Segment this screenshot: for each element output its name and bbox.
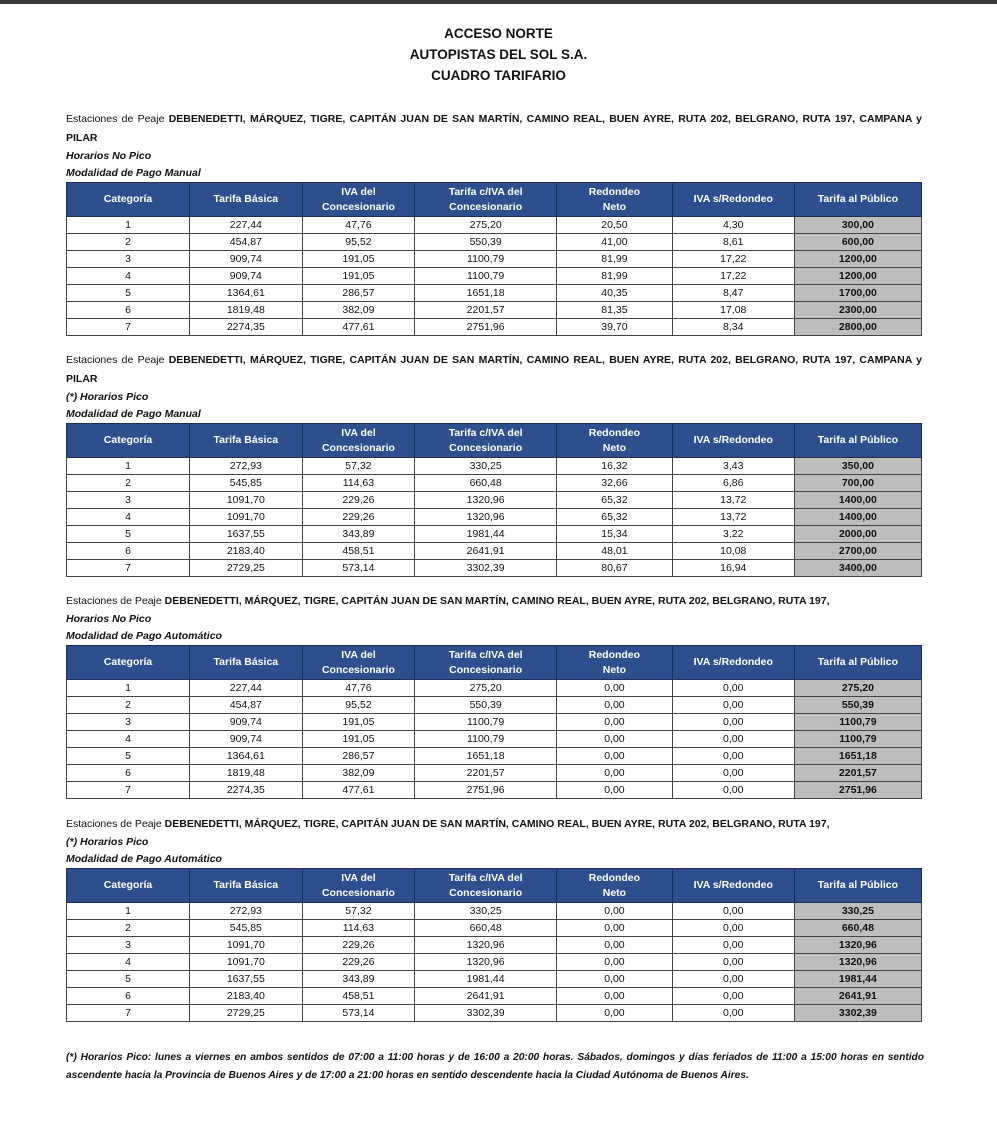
table-cell: 0,00 — [672, 714, 794, 731]
table-cell: 7 — [67, 782, 190, 799]
table-cell: 57,32 — [302, 458, 415, 475]
table-cell: 65,32 — [557, 509, 673, 526]
column-header: Tarifa Básica — [190, 646, 303, 680]
table-cell: 1091,70 — [190, 937, 303, 954]
table-cell: 1320,96 — [415, 954, 557, 971]
table-row — [67, 903, 922, 920]
table-header-row — [67, 869, 922, 903]
table-cell: 13,72 — [672, 509, 794, 526]
tariff-section — [66, 592, 922, 799]
table-cell: 477,61 — [302, 782, 415, 799]
table-cell: 41,00 — [557, 234, 673, 251]
stations-label: Estaciones de Peaje — [66, 354, 165, 366]
tariff-table — [66, 868, 922, 1022]
table-row — [67, 475, 922, 492]
table-cell: 286,57 — [302, 285, 415, 302]
table-row — [67, 748, 922, 765]
table-row — [67, 920, 922, 937]
table-cell: 1 — [67, 680, 190, 697]
table-cell: 573,14 — [302, 1005, 415, 1022]
table-cell: 909,74 — [190, 714, 303, 731]
table-cell: 191,05 — [302, 268, 415, 285]
table-row — [67, 458, 922, 475]
table-cell: 2729,25 — [190, 1005, 303, 1022]
table-cell: 2274,35 — [190, 782, 303, 799]
table-row — [67, 543, 922, 560]
table-cell: 660,48 — [794, 920, 921, 937]
table-cell: 4 — [67, 731, 190, 748]
table-cell: 1981,44 — [415, 526, 557, 543]
table-cell: 1100,79 — [415, 731, 557, 748]
table-cell: 2641,91 — [415, 988, 557, 1005]
table-cell: 16,94 — [672, 560, 794, 577]
table-cell: 275,20 — [415, 680, 557, 697]
table-cell: 80,67 — [557, 560, 673, 577]
stations-line — [66, 351, 922, 389]
table-cell: 454,87 — [190, 697, 303, 714]
stations-label: Estaciones de Peaje — [66, 818, 162, 830]
table-cell: 2201,57 — [415, 302, 557, 319]
table-cell: 350,00 — [794, 458, 921, 475]
table-cell: 229,26 — [302, 492, 415, 509]
column-header: Categoría — [67, 869, 190, 903]
payment-mode-label: Modalidad de Pago Automático — [66, 630, 222, 642]
table-cell: 0,00 — [672, 988, 794, 1005]
table-cell: 545,85 — [190, 920, 303, 937]
table-cell: 2751,96 — [794, 782, 921, 799]
column-header: Redondeo Neto — [557, 183, 673, 217]
table-cell: 10,08 — [672, 543, 794, 560]
window-top-border — [0, 0, 997, 4]
table-cell: 1091,70 — [190, 492, 303, 509]
payment-mode-label: Modalidad de Pago Automático — [66, 853, 222, 865]
table-cell: 0,00 — [557, 988, 673, 1005]
table-cell: 81,99 — [557, 251, 673, 268]
table-cell: 2641,91 — [415, 543, 557, 560]
column-header: Tarifa Básica — [190, 424, 303, 458]
table-cell: 7 — [67, 560, 190, 577]
table-row — [67, 765, 922, 782]
table-cell: 0,00 — [672, 697, 794, 714]
table-cell: 330,25 — [415, 458, 557, 475]
table-cell: 191,05 — [302, 251, 415, 268]
table-cell: 1364,61 — [190, 748, 303, 765]
table-cell: 2000,00 — [794, 526, 921, 543]
table-cell: 0,00 — [672, 680, 794, 697]
table-cell: 8,47 — [672, 285, 794, 302]
table-cell: 909,74 — [190, 251, 303, 268]
column-header: Categoría — [67, 646, 190, 680]
table-cell: 7 — [67, 319, 190, 336]
table-cell: 2201,57 — [415, 765, 557, 782]
table-row — [67, 509, 922, 526]
table-cell: 7 — [67, 1005, 190, 1022]
table-row — [67, 217, 922, 234]
table-row — [67, 988, 922, 1005]
table-cell: 2800,00 — [794, 319, 921, 336]
table-cell: 47,76 — [302, 217, 415, 234]
table-cell: 0,00 — [672, 971, 794, 988]
table-cell: 95,52 — [302, 697, 415, 714]
table-row — [67, 731, 922, 748]
table-cell: 20,50 — [557, 217, 673, 234]
table-cell: 700,00 — [794, 475, 921, 492]
table-cell: 1320,96 — [794, 937, 921, 954]
table-cell: 95,52 — [302, 234, 415, 251]
table-cell: 1320,96 — [415, 937, 557, 954]
table-cell: 2183,40 — [190, 988, 303, 1005]
table-row — [67, 971, 922, 988]
table-cell: 229,26 — [302, 509, 415, 526]
table-cell: 4 — [67, 268, 190, 285]
column-header: IVA del Concesionario — [302, 869, 415, 903]
table-row — [67, 492, 922, 509]
table-cell: 17,22 — [672, 251, 794, 268]
table-cell: 1320,96 — [794, 954, 921, 971]
table-cell: 65,32 — [557, 492, 673, 509]
table-header-row — [67, 183, 922, 217]
tariff-section — [66, 815, 922, 1022]
table-cell: 330,25 — [415, 903, 557, 920]
table-cell: 382,09 — [302, 302, 415, 319]
table-cell: 550,39 — [415, 234, 557, 251]
table-cell: 229,26 — [302, 937, 415, 954]
table-cell: 191,05 — [302, 731, 415, 748]
table-cell: 573,14 — [302, 560, 415, 577]
table-row — [67, 234, 922, 251]
table-cell: 0,00 — [557, 714, 673, 731]
table-cell: 1200,00 — [794, 251, 921, 268]
column-header: IVA s/Redondeo — [672, 183, 794, 217]
table-row — [67, 782, 922, 799]
table-cell: 1100,79 — [794, 714, 921, 731]
column-header: Tarifa al Público — [794, 646, 921, 680]
column-header: Redondeo Neto — [557, 869, 673, 903]
table-cell: 1320,96 — [415, 509, 557, 526]
table-cell: 0,00 — [557, 697, 673, 714]
footnote-peak-hours: (*) Horarios Pico: lunes a viernes en ambos sentidos de 07:00 a 11:00 horas y de 16:00 a 20:00 horas. Sábados, domingos y días feriados de 11:00 a 15:00 horas en sentido ascendente hacia la Provincia de Buenos Aires y de 17:00 a 21:00 horas en sentido descendente hacia la Ciudad Autónoma de Buenos Aires. — [66, 1052, 924, 1081]
table-cell: 2 — [67, 475, 190, 492]
doc-title-line-2: AUTOPISTAS DEL SOL S.A. — [409, 47, 588, 62]
table-cell: 4,30 — [672, 217, 794, 234]
table-cell: 6 — [67, 302, 190, 319]
table-row — [67, 319, 922, 336]
table-cell: 6 — [67, 543, 190, 560]
tariff-table — [66, 423, 922, 577]
table-cell: 275,20 — [794, 680, 921, 697]
table-cell: 3 — [67, 492, 190, 509]
table-cell: 275,20 — [415, 217, 557, 234]
table-cell: 0,00 — [672, 731, 794, 748]
table-cell: 458,51 — [302, 988, 415, 1005]
table-cell: 0,00 — [672, 748, 794, 765]
table-cell: 191,05 — [302, 714, 415, 731]
table-cell: 3302,39 — [415, 560, 557, 577]
stations-line — [66, 110, 922, 148]
tariff-section — [66, 351, 922, 577]
schedule-label: (*) Horarios Pico — [66, 391, 149, 403]
table-cell: 3 — [67, 714, 190, 731]
table-cell: 0,00 — [557, 731, 673, 748]
table-header-row — [67, 646, 922, 680]
table-cell: 1651,18 — [794, 748, 921, 765]
table-row — [67, 560, 922, 577]
table-cell: 2700,00 — [794, 543, 921, 560]
table-cell: 0,00 — [557, 765, 673, 782]
stations-line — [66, 815, 922, 834]
table-row — [67, 526, 922, 543]
table-row — [67, 285, 922, 302]
table-cell: 0,00 — [557, 1005, 673, 1022]
table-cell: 1100,79 — [415, 714, 557, 731]
stations-list: DEBENEDETTI, MÁRQUEZ, TIGRE, CAPITÁN JUAN DE SAN MARTÍN, CAMINO REAL, BUEN AYRE, RUTA 202, BELGRANO, RUTA 197, CAMPANA y PILAR — [66, 354, 922, 385]
column-header: IVA del Concesionario — [302, 424, 415, 458]
table-cell: 458,51 — [302, 543, 415, 560]
table-cell: 8,61 — [672, 234, 794, 251]
table-cell: 0,00 — [672, 937, 794, 954]
table-cell: 15,34 — [557, 526, 673, 543]
table-cell: 8,34 — [672, 319, 794, 336]
table-cell: 545,85 — [190, 475, 303, 492]
table-cell: 4 — [67, 954, 190, 971]
stations-list: DEBENEDETTI, MÁRQUEZ, TIGRE, CAPITÁN JUAN DE SAN MARTÍN, CAMINO REAL, BUEN AYRE, RUTA 202, BELGRANO, RUTA 197, — [164, 595, 830, 607]
table-cell: 47,76 — [302, 680, 415, 697]
payment-mode-label: Modalidad de Pago Manual — [66, 167, 201, 179]
table-cell: 477,61 — [302, 319, 415, 336]
table-cell: 1651,18 — [415, 748, 557, 765]
column-header: Categoría — [67, 424, 190, 458]
table-cell: 550,39 — [794, 697, 921, 714]
table-cell: 1091,70 — [190, 509, 303, 526]
column-header: Tarifa al Público — [794, 183, 921, 217]
table-cell: 40,35 — [557, 285, 673, 302]
table-cell: 2201,57 — [794, 765, 921, 782]
stations-list: DEBENEDETTI, MÁRQUEZ, TIGRE, CAPITÁN JUAN DE SAN MARTÍN, CAMINO REAL, BUEN AYRE, RUTA 202, BELGRANO, RUTA 197, — [164, 818, 830, 830]
column-header: Tarifa c/IVA del Concesionario — [415, 869, 557, 903]
tariff-section — [66, 110, 922, 336]
stations-list: DEBENEDETTI, MÁRQUEZ, TIGRE, CAPITÁN JUAN DE SAN MARTÍN, CAMINO REAL, BUEN AYRE, RUTA 202, BELGRANO, RUTA 197, CAMPANA y PILAR — [66, 113, 922, 144]
table-row — [67, 937, 922, 954]
table-row — [67, 268, 922, 285]
table-cell: 5 — [67, 526, 190, 543]
table-cell: 4 — [67, 509, 190, 526]
table-cell: 300,00 — [794, 217, 921, 234]
table-row — [67, 251, 922, 268]
column-header: Tarifa Básica — [190, 869, 303, 903]
table-cell: 3 — [67, 937, 190, 954]
table-cell: 286,57 — [302, 748, 415, 765]
doc-title-line-3: CUADRO TARIFARIO — [431, 68, 566, 83]
table-cell: 2 — [67, 234, 190, 251]
table-cell: 1 — [67, 458, 190, 475]
table-cell: 1637,55 — [190, 526, 303, 543]
table-cell: 0,00 — [672, 765, 794, 782]
table-row — [67, 680, 922, 697]
table-cell: 0,00 — [557, 748, 673, 765]
schedule-label: Horarios No Pico — [66, 613, 152, 625]
table-cell: 272,93 — [190, 903, 303, 920]
table-cell: 1100,79 — [794, 731, 921, 748]
column-header: IVA del Concesionario — [302, 646, 415, 680]
table-cell: 1200,00 — [794, 268, 921, 285]
table-cell: 343,89 — [302, 971, 415, 988]
table-cell: 1400,00 — [794, 492, 921, 509]
table-cell: 0,00 — [672, 903, 794, 920]
table-cell: 3 — [67, 251, 190, 268]
table-cell: 382,09 — [302, 765, 415, 782]
table-row — [67, 714, 922, 731]
table-cell: 454,87 — [190, 234, 303, 251]
column-header: IVA s/Redondeo — [672, 869, 794, 903]
tariff-table — [66, 645, 922, 799]
table-cell: 0,00 — [557, 971, 673, 988]
table-cell: 6,86 — [672, 475, 794, 492]
table-cell: 0,00 — [672, 954, 794, 971]
stations-label: Estaciones de Peaje — [66, 595, 162, 607]
schedule-label: Horarios No Pico — [66, 150, 152, 162]
column-header: IVA s/Redondeo — [672, 646, 794, 680]
table-cell: 0,00 — [557, 782, 673, 799]
column-header: Tarifa al Público — [794, 424, 921, 458]
column-header: Redondeo Neto — [557, 424, 673, 458]
table-cell: 1400,00 — [794, 509, 921, 526]
table-row — [67, 954, 922, 971]
column-header: Tarifa c/IVA del Concesionario — [415, 424, 557, 458]
table-cell: 17,08 — [672, 302, 794, 319]
table-cell: 1320,96 — [415, 492, 557, 509]
table-cell: 343,89 — [302, 526, 415, 543]
table-cell: 48,01 — [557, 543, 673, 560]
table-cell: 0,00 — [557, 954, 673, 971]
table-cell: 17,22 — [672, 268, 794, 285]
table-cell: 330,25 — [794, 903, 921, 920]
table-cell: 1819,48 — [190, 765, 303, 782]
schedule-label: (*) Horarios Pico — [66, 836, 149, 848]
table-cell: 3302,39 — [415, 1005, 557, 1022]
table-cell: 2300,00 — [794, 302, 921, 319]
table-cell: 1637,55 — [190, 971, 303, 988]
table-cell: 5 — [67, 971, 190, 988]
table-cell: 909,74 — [190, 268, 303, 285]
doc-title-line-1: ACCESO NORTE — [444, 26, 553, 41]
table-cell: 1700,00 — [794, 285, 921, 302]
column-header: IVA s/Redondeo — [672, 424, 794, 458]
column-header: IVA del Concesionario — [302, 183, 415, 217]
table-cell: 2751,96 — [415, 319, 557, 336]
table-cell: 16,32 — [557, 458, 673, 475]
table-cell: 2729,25 — [190, 560, 303, 577]
table-cell: 2 — [67, 697, 190, 714]
table-cell: 57,32 — [302, 903, 415, 920]
column-header: Tarifa c/IVA del Concesionario — [415, 646, 557, 680]
column-header: Tarifa al Público — [794, 869, 921, 903]
column-header: Tarifa c/IVA del Concesionario — [415, 183, 557, 217]
table-cell: 114,63 — [302, 920, 415, 937]
table-cell: 2183,40 — [190, 543, 303, 560]
table-cell: 909,74 — [190, 731, 303, 748]
table-cell: 660,48 — [415, 475, 557, 492]
table-cell: 227,44 — [190, 217, 303, 234]
table-cell: 1 — [67, 903, 190, 920]
stations-label: Estaciones de Peaje — [66, 113, 165, 125]
table-cell: 3,22 — [672, 526, 794, 543]
table-cell: 272,93 — [190, 458, 303, 475]
table-cell: 0,00 — [672, 1005, 794, 1022]
table-cell: 0,00 — [557, 903, 673, 920]
stations-line — [66, 592, 922, 611]
column-header: Categoría — [67, 183, 190, 217]
table-cell: 32,66 — [557, 475, 673, 492]
table-cell: 1100,79 — [415, 268, 557, 285]
table-cell: 660,48 — [415, 920, 557, 937]
table-cell: 229,26 — [302, 954, 415, 971]
table-cell: 81,35 — [557, 302, 673, 319]
table-cell: 600,00 — [794, 234, 921, 251]
column-header: Redondeo Neto — [557, 646, 673, 680]
table-cell: 1091,70 — [190, 954, 303, 971]
table-cell: 2274,35 — [190, 319, 303, 336]
table-cell: 227,44 — [190, 680, 303, 697]
table-cell: 0,00 — [672, 920, 794, 937]
table-cell: 81,99 — [557, 268, 673, 285]
table-cell: 6 — [67, 765, 190, 782]
table-cell: 0,00 — [557, 920, 673, 937]
table-cell: 1819,48 — [190, 302, 303, 319]
table-cell: 1100,79 — [415, 251, 557, 268]
table-cell: 1981,44 — [794, 971, 921, 988]
table-cell: 1 — [67, 217, 190, 234]
table-cell: 114,63 — [302, 475, 415, 492]
table-cell: 6 — [67, 988, 190, 1005]
column-header: Tarifa Básica — [190, 183, 303, 217]
table-cell: 1981,44 — [415, 971, 557, 988]
table-cell: 3302,39 — [794, 1005, 921, 1022]
table-cell: 13,72 — [672, 492, 794, 509]
table-row — [67, 302, 922, 319]
table-cell: 550,39 — [415, 697, 557, 714]
payment-mode-label: Modalidad de Pago Manual — [66, 408, 201, 420]
table-cell: 2641,91 — [794, 988, 921, 1005]
table-cell: 2751,96 — [415, 782, 557, 799]
table-cell: 0,00 — [557, 937, 673, 954]
table-row — [67, 1005, 922, 1022]
table-cell: 0,00 — [672, 782, 794, 799]
table-cell: 1364,61 — [190, 285, 303, 302]
table-cell: 5 — [67, 748, 190, 765]
table-row — [67, 697, 922, 714]
tariff-table — [66, 182, 922, 336]
table-cell: 39,70 — [557, 319, 673, 336]
table-cell: 3400,00 — [794, 560, 921, 577]
table-cell: 2 — [67, 920, 190, 937]
table-cell: 0,00 — [557, 680, 673, 697]
table-cell: 5 — [67, 285, 190, 302]
table-cell: 3,43 — [672, 458, 794, 475]
table-header-row — [67, 424, 922, 458]
table-cell: 1651,18 — [415, 285, 557, 302]
